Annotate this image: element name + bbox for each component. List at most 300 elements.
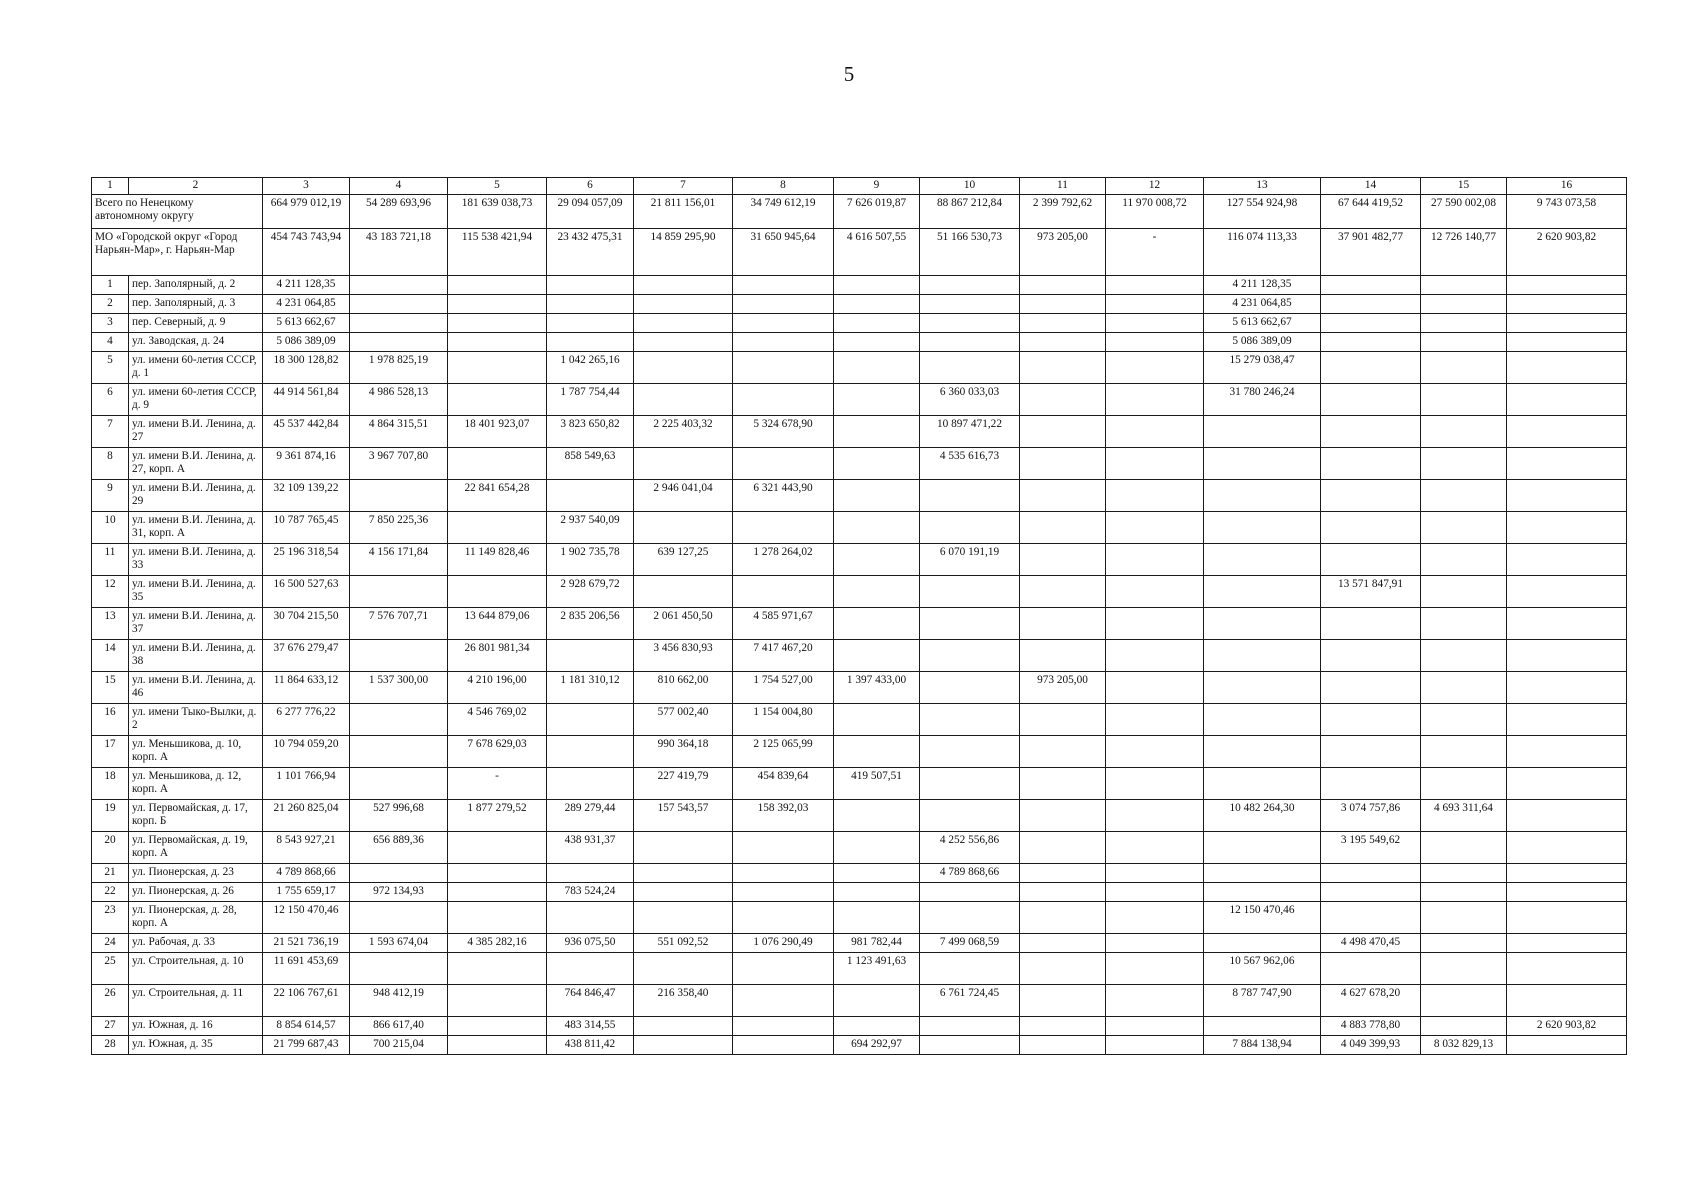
table-cell: 3 967 707,80 bbox=[350, 448, 448, 480]
table-cell: - bbox=[448, 768, 547, 800]
table-cell bbox=[834, 576, 920, 608]
table-cell bbox=[920, 800, 1020, 832]
table-cell bbox=[350, 276, 448, 295]
table-cell bbox=[1321, 384, 1421, 416]
table-cell bbox=[834, 276, 920, 295]
table-cell bbox=[834, 902, 920, 934]
table-cell: 783 524,24 bbox=[547, 883, 634, 902]
table-cell: 2 125 065,99 bbox=[733, 736, 834, 768]
table-row bbox=[92, 333, 1627, 352]
table-cell bbox=[448, 512, 547, 544]
column-header: 6 bbox=[547, 178, 634, 195]
table-cell: 8 854 614,57 bbox=[263, 1017, 350, 1036]
table-cell bbox=[1106, 704, 1204, 736]
table-cell bbox=[1106, 544, 1204, 576]
table-cell bbox=[1421, 276, 1507, 295]
row-address: ул. имени В.И. Ленина, д. 27 bbox=[129, 416, 263, 448]
table-cell bbox=[834, 704, 920, 736]
table-cell bbox=[1321, 704, 1421, 736]
table-cell: 639 127,25 bbox=[634, 544, 733, 576]
table-cell bbox=[1321, 333, 1421, 352]
row-number: 3 bbox=[92, 314, 129, 333]
table-cell bbox=[547, 864, 634, 883]
table-cell bbox=[1421, 1017, 1507, 1036]
table-cell bbox=[1507, 640, 1627, 672]
table-row bbox=[92, 704, 1627, 736]
table-cell: 181 639 038,73 bbox=[448, 195, 547, 229]
table-cell bbox=[1507, 416, 1627, 448]
table-cell: 9 743 073,58 bbox=[1507, 195, 1627, 229]
table-cell: 8 543 927,21 bbox=[263, 832, 350, 864]
table-cell bbox=[350, 768, 448, 800]
table-cell bbox=[1204, 416, 1321, 448]
row-address: пер. Северный, д. 9 bbox=[129, 314, 263, 333]
table-cell: 3 074 757,86 bbox=[1321, 800, 1421, 832]
table-cell bbox=[1421, 608, 1507, 640]
table-cell bbox=[634, 352, 733, 384]
table-cell: 4 231 064,85 bbox=[263, 295, 350, 314]
table-cell bbox=[448, 314, 547, 333]
column-header: 13 bbox=[1204, 178, 1321, 195]
table-cell bbox=[448, 832, 547, 864]
table-cell bbox=[1106, 800, 1204, 832]
table-cell bbox=[1106, 1036, 1204, 1055]
table-cell: - bbox=[1106, 229, 1204, 276]
table-cell: 2 061 450,50 bbox=[634, 608, 733, 640]
table-cell: 16 500 527,63 bbox=[263, 576, 350, 608]
row-address: ул. Заводская, д. 24 bbox=[129, 333, 263, 352]
table-cell bbox=[1507, 576, 1627, 608]
table-cell bbox=[920, 704, 1020, 736]
table-cell: 3 195 549,62 bbox=[1321, 832, 1421, 864]
table-cell bbox=[1020, 576, 1106, 608]
table-cell bbox=[1321, 736, 1421, 768]
table-cell bbox=[1421, 902, 1507, 934]
table-cell: 18 300 128,82 bbox=[263, 352, 350, 384]
table-cell: 21 799 687,43 bbox=[263, 1036, 350, 1055]
table-cell: 5 613 662,67 bbox=[263, 314, 350, 333]
table-cell: 4 049 399,93 bbox=[1321, 1036, 1421, 1055]
table-cell bbox=[1020, 864, 1106, 883]
table-cell bbox=[834, 295, 920, 314]
row-number: 10 bbox=[92, 512, 129, 544]
table-cell bbox=[1020, 276, 1106, 295]
row-number: 17 bbox=[92, 736, 129, 768]
table-cell bbox=[733, 333, 834, 352]
row-address: пер. Заполярный, д. 2 bbox=[129, 276, 263, 295]
table-cell: 3 823 650,82 bbox=[547, 416, 634, 448]
table-cell: 18 401 923,07 bbox=[448, 416, 547, 448]
table-cell bbox=[1421, 640, 1507, 672]
table-cell bbox=[1106, 864, 1204, 883]
table-cell bbox=[1421, 314, 1507, 333]
table-cell bbox=[920, 1036, 1020, 1055]
table-cell bbox=[1020, 480, 1106, 512]
table-cell: 4 210 196,00 bbox=[448, 672, 547, 704]
table-cell bbox=[1507, 883, 1627, 902]
table-cell bbox=[1204, 768, 1321, 800]
table-cell bbox=[1204, 672, 1321, 704]
table-cell: 5 613 662,67 bbox=[1204, 314, 1321, 333]
table-cell: 4 231 064,85 bbox=[1204, 295, 1321, 314]
table-cell: 1 181 310,12 bbox=[547, 672, 634, 704]
table-cell: 4 789 868,66 bbox=[920, 864, 1020, 883]
table-cell: 4 883 778,80 bbox=[1321, 1017, 1421, 1036]
table-cell bbox=[547, 314, 634, 333]
table-cell bbox=[733, 1017, 834, 1036]
table-cell: 30 704 215,50 bbox=[263, 608, 350, 640]
table-cell bbox=[634, 576, 733, 608]
table-cell bbox=[547, 736, 634, 768]
column-header: 16 bbox=[1507, 178, 1627, 195]
table-cell bbox=[1421, 416, 1507, 448]
table-cell bbox=[920, 314, 1020, 333]
table-cell bbox=[733, 512, 834, 544]
table-cell bbox=[448, 448, 547, 480]
row-address: ул. Пионерская, д. 26 bbox=[129, 883, 263, 902]
table-cell bbox=[547, 768, 634, 800]
table-cell bbox=[733, 448, 834, 480]
table-cell: 4 535 616,73 bbox=[920, 448, 1020, 480]
mo-row bbox=[92, 229, 1627, 276]
row-address: ул. имени В.И. Ленина, д. 31, корп. А bbox=[129, 512, 263, 544]
table-cell bbox=[634, 1017, 733, 1036]
table-cell bbox=[1321, 864, 1421, 883]
table-cell bbox=[733, 883, 834, 902]
table-cell bbox=[1507, 953, 1627, 985]
table-cell bbox=[634, 864, 733, 883]
table-cell: 694 292,97 bbox=[834, 1036, 920, 1055]
table-cell: 2 620 903,82 bbox=[1507, 229, 1627, 276]
table-cell: 289 279,44 bbox=[547, 800, 634, 832]
table-cell bbox=[448, 352, 547, 384]
column-header: 14 bbox=[1321, 178, 1421, 195]
table-cell: 27 590 002,08 bbox=[1421, 195, 1507, 229]
table-cell bbox=[1106, 640, 1204, 672]
table-cell: 4 385 282,16 bbox=[448, 934, 547, 953]
table-cell: 7 499 068,59 bbox=[920, 934, 1020, 953]
table-cell: 1 593 674,04 bbox=[350, 934, 448, 953]
column-header: 11 bbox=[1020, 178, 1106, 195]
table-cell: 4 789 868,66 bbox=[263, 864, 350, 883]
table-cell bbox=[834, 864, 920, 883]
table-cell: 9 361 874,16 bbox=[263, 448, 350, 480]
table-cell bbox=[834, 883, 920, 902]
table-cell: 34 749 612,19 bbox=[733, 195, 834, 229]
table-cell: 2 835 206,56 bbox=[547, 608, 634, 640]
table-cell bbox=[1507, 384, 1627, 416]
table-cell bbox=[1106, 416, 1204, 448]
table-cell bbox=[634, 448, 733, 480]
table-cell: 10 794 059,20 bbox=[263, 736, 350, 768]
table-cell: 7 417 467,20 bbox=[733, 640, 834, 672]
table-cell bbox=[350, 640, 448, 672]
table-cell bbox=[1321, 672, 1421, 704]
row-address: ул. имени В.И. Ленина, д. 46 bbox=[129, 672, 263, 704]
row-address: ул. имени В.И. Ленина, д. 35 bbox=[129, 576, 263, 608]
row-address: ул. имени 60-летия СССР, д. 1 bbox=[129, 352, 263, 384]
table-cell bbox=[1321, 902, 1421, 934]
table-row bbox=[92, 416, 1627, 448]
table-cell: 4 627 678,20 bbox=[1321, 985, 1421, 1017]
table-cell bbox=[834, 512, 920, 544]
table-cell: 2 937 540,09 bbox=[547, 512, 634, 544]
table-cell bbox=[1421, 512, 1507, 544]
table-cell bbox=[920, 295, 1020, 314]
row-number: 6 bbox=[92, 384, 129, 416]
table-cell bbox=[1204, 1017, 1321, 1036]
table-cell: 12 726 140,77 bbox=[1421, 229, 1507, 276]
table-cell bbox=[1321, 352, 1421, 384]
table-cell bbox=[1106, 934, 1204, 953]
table-cell bbox=[1507, 608, 1627, 640]
row-address: ул. Рабочая, д. 33 bbox=[129, 934, 263, 953]
table-cell bbox=[1020, 384, 1106, 416]
table-cell bbox=[1020, 1036, 1106, 1055]
table-cell bbox=[634, 512, 733, 544]
table-cell bbox=[448, 276, 547, 295]
table-cell bbox=[1020, 934, 1106, 953]
table-cell bbox=[1106, 448, 1204, 480]
table-cell bbox=[1106, 384, 1204, 416]
table-cell: 10 787 765,45 bbox=[263, 512, 350, 544]
table-cell bbox=[1020, 352, 1106, 384]
column-header-row bbox=[92, 178, 1627, 195]
table-cell: 21 521 736,19 bbox=[263, 934, 350, 953]
row-number: 28 bbox=[92, 1036, 129, 1055]
total-row bbox=[92, 195, 1627, 229]
table-cell bbox=[1507, 1036, 1627, 1055]
table-cell bbox=[834, 352, 920, 384]
table-row bbox=[92, 352, 1627, 384]
table-cell bbox=[1020, 953, 1106, 985]
table-cell: 664 979 012,19 bbox=[263, 195, 350, 229]
table-cell bbox=[1321, 768, 1421, 800]
table-cell: 7 850 225,36 bbox=[350, 512, 448, 544]
table-cell: 51 166 530,73 bbox=[920, 229, 1020, 276]
table-cell: 37 901 482,77 bbox=[1321, 229, 1421, 276]
row-number: 23 bbox=[92, 902, 129, 934]
table-cell bbox=[547, 295, 634, 314]
table-cell: 972 134,93 bbox=[350, 883, 448, 902]
table-cell bbox=[634, 384, 733, 416]
table-cell: 1 042 265,16 bbox=[547, 352, 634, 384]
table-cell bbox=[1020, 832, 1106, 864]
table-cell bbox=[834, 640, 920, 672]
table-cell bbox=[1020, 448, 1106, 480]
row-number: 4 bbox=[92, 333, 129, 352]
table-cell: 227 419,79 bbox=[634, 768, 733, 800]
row-number: 2 bbox=[92, 295, 129, 314]
column-header: 15 bbox=[1421, 178, 1507, 195]
row-number: 27 bbox=[92, 1017, 129, 1036]
table-cell: 948 412,19 bbox=[350, 985, 448, 1017]
table-cell: 4 211 128,35 bbox=[263, 276, 350, 295]
table-cell: 700 215,04 bbox=[350, 1036, 448, 1055]
table-cell bbox=[634, 333, 733, 352]
row-address: ул. Пионерская, д. 23 bbox=[129, 864, 263, 883]
table-cell bbox=[1507, 276, 1627, 295]
table-cell bbox=[1507, 985, 1627, 1017]
table-cell bbox=[1421, 384, 1507, 416]
column-header: 2 bbox=[129, 178, 263, 195]
table-cell: 115 538 421,94 bbox=[448, 229, 547, 276]
table-cell: 116 074 113,33 bbox=[1204, 229, 1321, 276]
table-cell bbox=[1204, 640, 1321, 672]
table-cell: 44 914 561,84 bbox=[263, 384, 350, 416]
table-cell bbox=[920, 953, 1020, 985]
table-cell bbox=[448, 902, 547, 934]
table-cell: 22 106 767,61 bbox=[263, 985, 350, 1017]
row-address: ул. Меньшикова, д. 12, корп. А bbox=[129, 768, 263, 800]
table-cell bbox=[1321, 276, 1421, 295]
table-cell: 67 644 419,52 bbox=[1321, 195, 1421, 229]
table-cell bbox=[634, 902, 733, 934]
table-cell bbox=[1204, 736, 1321, 768]
table-cell bbox=[634, 314, 733, 333]
table-cell bbox=[350, 704, 448, 736]
table-cell: 1 123 491,63 bbox=[834, 953, 920, 985]
table-cell bbox=[834, 480, 920, 512]
table-cell bbox=[733, 576, 834, 608]
table-cell bbox=[1507, 832, 1627, 864]
table-cell: 1 397 433,00 bbox=[834, 672, 920, 704]
table-cell: 43 183 721,18 bbox=[350, 229, 448, 276]
table-cell bbox=[1507, 768, 1627, 800]
table-cell bbox=[920, 352, 1020, 384]
table-cell: 4 498 470,45 bbox=[1321, 934, 1421, 953]
table-cell: 12 150 470,46 bbox=[263, 902, 350, 934]
table-cell bbox=[1204, 704, 1321, 736]
table-cell bbox=[834, 832, 920, 864]
table-cell bbox=[1421, 953, 1507, 985]
row-number: 26 bbox=[92, 985, 129, 1017]
table-cell: 13 644 879,06 bbox=[448, 608, 547, 640]
table-cell bbox=[1204, 448, 1321, 480]
table-cell: 158 392,03 bbox=[733, 800, 834, 832]
table-cell: 6 360 033,03 bbox=[920, 384, 1020, 416]
table-cell bbox=[1106, 985, 1204, 1017]
table-cell bbox=[1321, 480, 1421, 512]
table-cell: 5 086 389,09 bbox=[1204, 333, 1321, 352]
table-cell bbox=[920, 512, 1020, 544]
table-cell bbox=[547, 902, 634, 934]
table-cell bbox=[1204, 934, 1321, 953]
table-row bbox=[92, 1036, 1627, 1055]
table-cell: 1 754 527,00 bbox=[733, 672, 834, 704]
table-row bbox=[92, 985, 1627, 1017]
table-cell bbox=[920, 276, 1020, 295]
row-address: ул. имени В.И. Ленина, д. 37 bbox=[129, 608, 263, 640]
table-row bbox=[92, 800, 1627, 832]
table-cell: 4 864 315,51 bbox=[350, 416, 448, 448]
table-cell bbox=[1020, 544, 1106, 576]
table-cell: 454 743 743,94 bbox=[263, 229, 350, 276]
row-number: 24 bbox=[92, 934, 129, 953]
table-cell bbox=[350, 902, 448, 934]
table-cell: 2 225 403,32 bbox=[634, 416, 733, 448]
table-cell: 6 761 724,45 bbox=[920, 985, 1020, 1017]
table-cell bbox=[448, 864, 547, 883]
page-number: 5 bbox=[843, 62, 855, 86]
table-cell: 1 902 735,78 bbox=[547, 544, 634, 576]
table-cell bbox=[920, 333, 1020, 352]
table-cell: 23 432 475,31 bbox=[547, 229, 634, 276]
table-cell bbox=[1020, 512, 1106, 544]
column-header: 4 bbox=[350, 178, 448, 195]
table-cell bbox=[1421, 768, 1507, 800]
table-cell bbox=[733, 1036, 834, 1055]
table-cell bbox=[834, 314, 920, 333]
table-cell: 4 252 556,86 bbox=[920, 832, 1020, 864]
table-cell: 4 986 528,13 bbox=[350, 384, 448, 416]
table-cell bbox=[834, 448, 920, 480]
table-cell bbox=[733, 384, 834, 416]
table-cell bbox=[1321, 953, 1421, 985]
table-cell bbox=[1321, 640, 1421, 672]
table-cell bbox=[547, 640, 634, 672]
table-row bbox=[92, 768, 1627, 800]
table-cell: 2 946 041,04 bbox=[634, 480, 733, 512]
table-cell bbox=[1421, 576, 1507, 608]
row-number: 12 bbox=[92, 576, 129, 608]
column-header: 1 bbox=[92, 178, 129, 195]
table-cell: 527 996,68 bbox=[350, 800, 448, 832]
table-cell bbox=[1020, 736, 1106, 768]
table-cell bbox=[1421, 704, 1507, 736]
table-cell bbox=[920, 672, 1020, 704]
table-cell: 14 859 295,90 bbox=[634, 229, 733, 276]
table-cell bbox=[834, 800, 920, 832]
table-cell bbox=[1020, 416, 1106, 448]
table-cell bbox=[1204, 544, 1321, 576]
table-cell bbox=[448, 333, 547, 352]
table-cell bbox=[448, 384, 547, 416]
table-cell: 6 321 443,90 bbox=[733, 480, 834, 512]
table-cell bbox=[733, 276, 834, 295]
table-row bbox=[92, 934, 1627, 953]
table-cell bbox=[1106, 314, 1204, 333]
table-cell bbox=[1020, 1017, 1106, 1036]
table-cell: 7 678 629,03 bbox=[448, 736, 547, 768]
row-number: 16 bbox=[92, 704, 129, 736]
table-cell bbox=[733, 953, 834, 985]
table-cell: 29 094 057,09 bbox=[547, 195, 634, 229]
table-cell: 1 154 004,80 bbox=[733, 704, 834, 736]
table-cell bbox=[1507, 902, 1627, 934]
row-number: 25 bbox=[92, 953, 129, 985]
table-cell: 216 358,40 bbox=[634, 985, 733, 1017]
table-cell bbox=[1204, 480, 1321, 512]
table-cell: 1 978 825,19 bbox=[350, 352, 448, 384]
table-cell: 483 314,55 bbox=[547, 1017, 634, 1036]
table-cell: 157 543,57 bbox=[634, 800, 733, 832]
table-cell bbox=[1421, 333, 1507, 352]
table-row bbox=[92, 384, 1627, 416]
table-cell: 22 841 654,28 bbox=[448, 480, 547, 512]
table-cell bbox=[1204, 883, 1321, 902]
table-cell bbox=[1204, 864, 1321, 883]
table-cell bbox=[920, 480, 1020, 512]
table-cell: 973 205,00 bbox=[1020, 672, 1106, 704]
table-cell bbox=[448, 1017, 547, 1036]
table-cell bbox=[1106, 832, 1204, 864]
table-cell: 26 801 981,34 bbox=[448, 640, 547, 672]
table-cell bbox=[733, 352, 834, 384]
table-cell: 7 626 019,87 bbox=[834, 195, 920, 229]
table-cell bbox=[634, 295, 733, 314]
table-cell: 4 693 311,64 bbox=[1421, 800, 1507, 832]
